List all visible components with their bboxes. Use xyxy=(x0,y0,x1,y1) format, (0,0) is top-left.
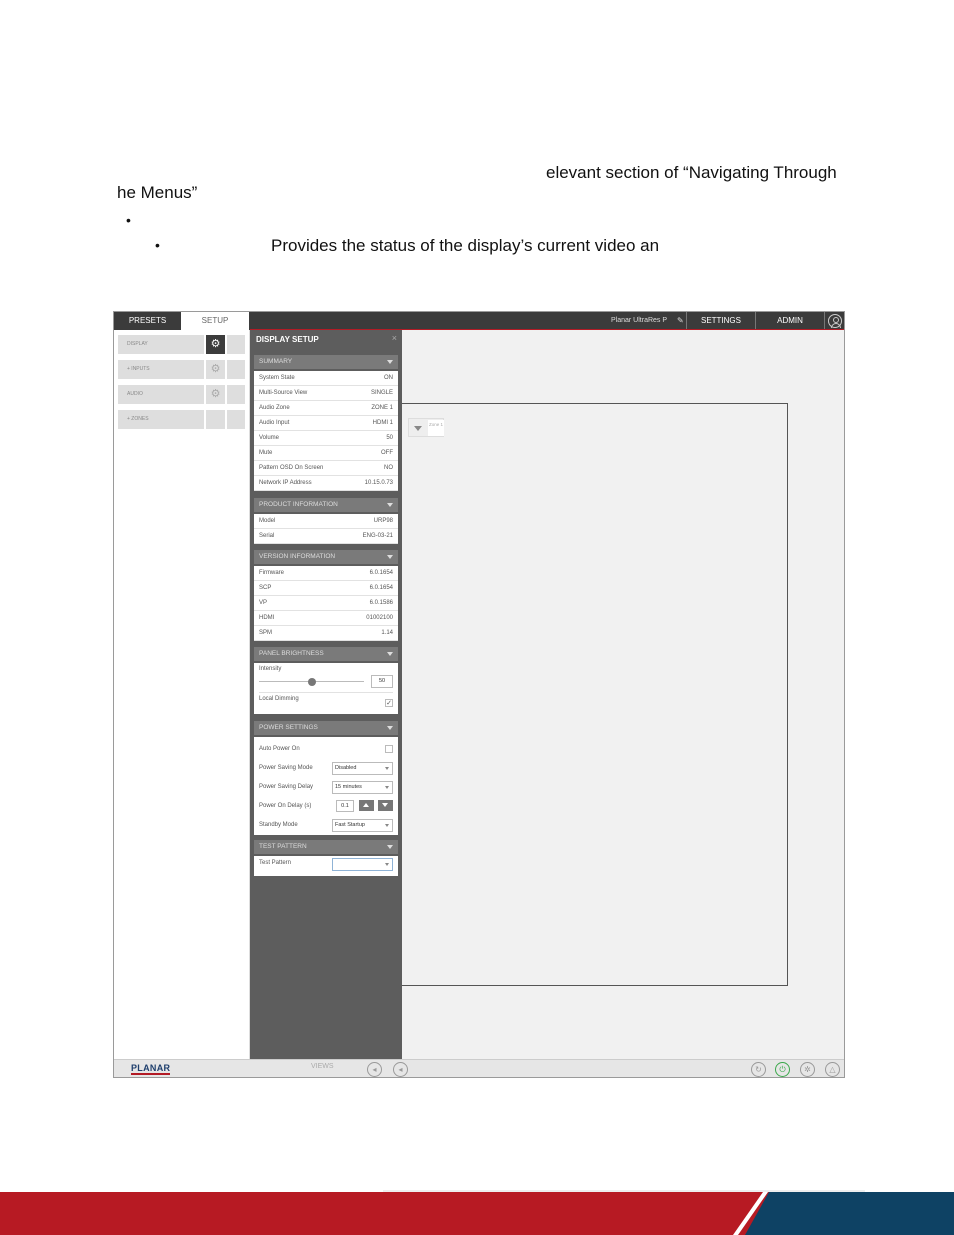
decrement-button[interactable] xyxy=(378,800,393,811)
sidebar-item-zones[interactable] xyxy=(118,410,245,429)
tab-setup[interactable]: SETUP xyxy=(181,312,249,330)
tab-presets[interactable]: PRESETS xyxy=(114,312,181,330)
table-row xyxy=(254,446,398,461)
doc-line-3: Provides the status of the display’s current video an xyxy=(271,236,660,255)
row-label: Model xyxy=(259,518,276,524)
table-row xyxy=(254,461,398,476)
test-pattern-body xyxy=(254,856,398,876)
row-value: SINGLE xyxy=(370,390,393,396)
gear-icon[interactable]: ⚙ xyxy=(206,360,225,379)
row-value: 6.0.1654 xyxy=(369,570,393,576)
gear-slot xyxy=(206,410,225,429)
summary-body xyxy=(254,371,398,491)
row-value: 10.15.0.73 xyxy=(364,480,393,486)
power-saving-mode-label: Power Saving Mode xyxy=(259,765,313,771)
product-body xyxy=(254,514,398,544)
power-icon[interactable]: ⏻ xyxy=(775,1062,790,1077)
row-label: Multi-Source View xyxy=(259,390,308,396)
row-value: 1.14 xyxy=(381,630,393,636)
section-title: PRODUCT INFORMATION xyxy=(259,501,338,508)
row-value: OFF xyxy=(381,450,393,456)
standby-mode-select[interactable]: Fast Startup xyxy=(332,819,393,832)
standby-mode-label: Standby Mode xyxy=(259,822,298,828)
row-label: Audio Zone xyxy=(259,405,290,411)
row-value: 6.0.1586 xyxy=(369,600,393,606)
alert-icon[interactable]: △ xyxy=(825,1062,840,1077)
test-pattern-label: Test Pattern xyxy=(259,860,292,866)
row-label: Volume xyxy=(259,435,280,441)
table-row xyxy=(254,596,398,611)
mute-icon[interactable]: ◂ xyxy=(393,1062,408,1077)
brightness-body xyxy=(254,663,398,714)
settings-button[interactable]: SETTINGS xyxy=(700,316,741,325)
edit-icon[interactable]: ✎ xyxy=(677,316,684,325)
row-value: 01002100 xyxy=(366,615,393,621)
sidebar-item-display[interactable] xyxy=(118,335,245,354)
divider xyxy=(259,692,393,693)
display-canvas xyxy=(402,330,844,1059)
user-icon[interactable] xyxy=(828,314,842,328)
section-title: VERSION INFORMATION xyxy=(259,553,336,560)
planar-logo: PLANAR xyxy=(131,1063,171,1073)
local-dimming-checkbox[interactable]: ✓ xyxy=(386,700,392,707)
display-setup-panel xyxy=(250,330,402,1059)
row-value: HDMI 1 xyxy=(372,420,393,426)
power-saving-mode-row xyxy=(254,759,398,778)
doc-line-1: elevant section of “Navigating Through xyxy=(546,163,837,182)
power-on-delay-label: Power On Delay (s) xyxy=(259,803,312,809)
chevron-down-icon[interactable] xyxy=(414,426,422,431)
auto-power-on-checkbox[interactable] xyxy=(385,745,393,753)
divider xyxy=(824,312,825,330)
table-row xyxy=(254,626,398,641)
power-saving-mode-select[interactable]: Disabled xyxy=(332,762,393,775)
sidebar-item-label: + ZONES xyxy=(118,410,204,429)
row-value: 6.0.1654 xyxy=(369,585,393,591)
section-title: SUMMARY xyxy=(259,358,293,365)
chevron-down-icon xyxy=(387,652,393,656)
chevron-down-icon xyxy=(387,726,393,730)
device-name[interactable]: Planar UltraRes P xyxy=(611,317,668,324)
sidebar-item-spacer xyxy=(227,385,245,404)
top-bar xyxy=(114,312,844,330)
close-icon[interactable]: × xyxy=(391,333,397,343)
table-row xyxy=(254,386,398,401)
row-value: 50 xyxy=(386,435,393,441)
sidebar-item-label: AUDIO xyxy=(118,385,204,404)
sidebar-item-spacer xyxy=(227,410,245,429)
table-row xyxy=(254,416,398,431)
power-saving-delay-row xyxy=(254,778,398,797)
section-test-pattern[interactable] xyxy=(254,840,398,854)
table-row xyxy=(254,371,398,386)
section-summary[interactable] xyxy=(254,355,398,369)
power-on-delay-input[interactable]: 0.1 xyxy=(336,800,354,812)
table-row xyxy=(254,431,398,446)
table-row xyxy=(254,566,398,581)
sidebar-item-spacer xyxy=(227,360,245,379)
auto-power-on-row xyxy=(254,740,398,759)
doc-line-2: he Menus” xyxy=(117,183,198,202)
row-label: HDMI xyxy=(259,615,275,621)
table-row xyxy=(254,514,398,529)
row-label: Network IP Address xyxy=(259,480,312,486)
panel-title: DISPLAY SETUP xyxy=(256,335,319,344)
table-row xyxy=(254,529,398,544)
intensity-input[interactable]: 50 xyxy=(371,675,393,688)
row-label: Serial xyxy=(259,533,275,539)
sidebar-item-inputs[interactable] xyxy=(118,360,245,379)
auto-power-on-label: Auto Power On xyxy=(259,746,300,752)
row-label: Mute xyxy=(259,450,273,456)
row-label: Firmware xyxy=(259,570,284,576)
sidebar-item-audio[interactable] xyxy=(118,385,245,404)
intensity-label: Intensity xyxy=(259,666,282,672)
chevron-down-icon xyxy=(387,360,393,364)
sidebar-item-spacer xyxy=(227,335,245,354)
sidebar xyxy=(114,330,250,1059)
bottom-bar xyxy=(114,1059,844,1078)
refresh-icon[interactable]: ↻ xyxy=(751,1062,766,1077)
row-value: ON xyxy=(384,375,393,381)
power-body xyxy=(254,737,398,835)
chevron-down-icon xyxy=(387,555,393,559)
row-value: ZONE 1 xyxy=(371,405,393,411)
test-pattern-select[interactable] xyxy=(332,858,393,871)
section-power-settings[interactable] xyxy=(254,721,398,735)
table-row xyxy=(254,476,398,491)
section-title: POWER SETTINGS xyxy=(259,724,318,731)
views-label[interactable]: VIEWS xyxy=(311,1063,334,1070)
chevron-down-icon xyxy=(387,503,393,507)
section-version-information[interactable] xyxy=(254,550,398,564)
test-pattern-row xyxy=(254,856,398,876)
row-value: ENG-03-21 xyxy=(362,533,393,539)
version-body xyxy=(254,566,398,641)
section-panel-brightness[interactable] xyxy=(254,647,398,661)
standby-mode-row xyxy=(254,816,398,835)
increment-button[interactable] xyxy=(359,800,374,811)
row-value: URP98 xyxy=(373,518,393,524)
row-value: NO xyxy=(384,465,393,471)
zone-chip[interactable] xyxy=(408,418,444,437)
volume-down-icon[interactable]: ◂ xyxy=(367,1062,382,1077)
table-row xyxy=(254,581,398,596)
bullet-1: • xyxy=(126,212,131,228)
ui-screenshot xyxy=(113,311,845,1078)
power-on-delay-row xyxy=(254,797,398,816)
chevron-down-icon xyxy=(387,845,393,849)
row-label: System State xyxy=(259,375,295,381)
bullet-2: • xyxy=(155,237,160,253)
section-title: PANEL BRIGHTNESS xyxy=(259,650,324,657)
footer-blue-band xyxy=(745,1192,954,1235)
section-product-information[interactable] xyxy=(254,498,398,512)
sidebar-item-label: DISPLAY xyxy=(118,335,204,354)
row-label: VP xyxy=(259,600,268,606)
local-dimming-label: Local Dimming xyxy=(259,696,299,702)
brightness-icon[interactable]: ✲ xyxy=(800,1062,815,1077)
row-label: SCP xyxy=(259,585,272,591)
zone-label: Zone 1 xyxy=(428,420,444,436)
gear-icon[interactable]: ⚙ xyxy=(206,335,225,354)
intensity-slider-handle[interactable] xyxy=(308,678,316,686)
table-row xyxy=(254,611,398,626)
row-label: Pattern OSD On Screen xyxy=(259,465,324,471)
power-saving-delay-label: Power Saving Delay xyxy=(259,784,314,790)
display-wall[interactable] xyxy=(402,403,788,986)
row-label: SPM xyxy=(259,630,273,636)
row-label: Audio Input xyxy=(259,420,290,426)
table-row xyxy=(254,401,398,416)
power-saving-delay-select[interactable]: 15 minutes xyxy=(332,781,393,794)
gear-icon[interactable]: ⚙ xyxy=(206,385,225,404)
admin-button[interactable]: ADMIN xyxy=(777,316,803,325)
section-title: TEST PATTERN xyxy=(259,843,307,850)
sidebar-item-label: + INPUTS xyxy=(118,360,204,379)
